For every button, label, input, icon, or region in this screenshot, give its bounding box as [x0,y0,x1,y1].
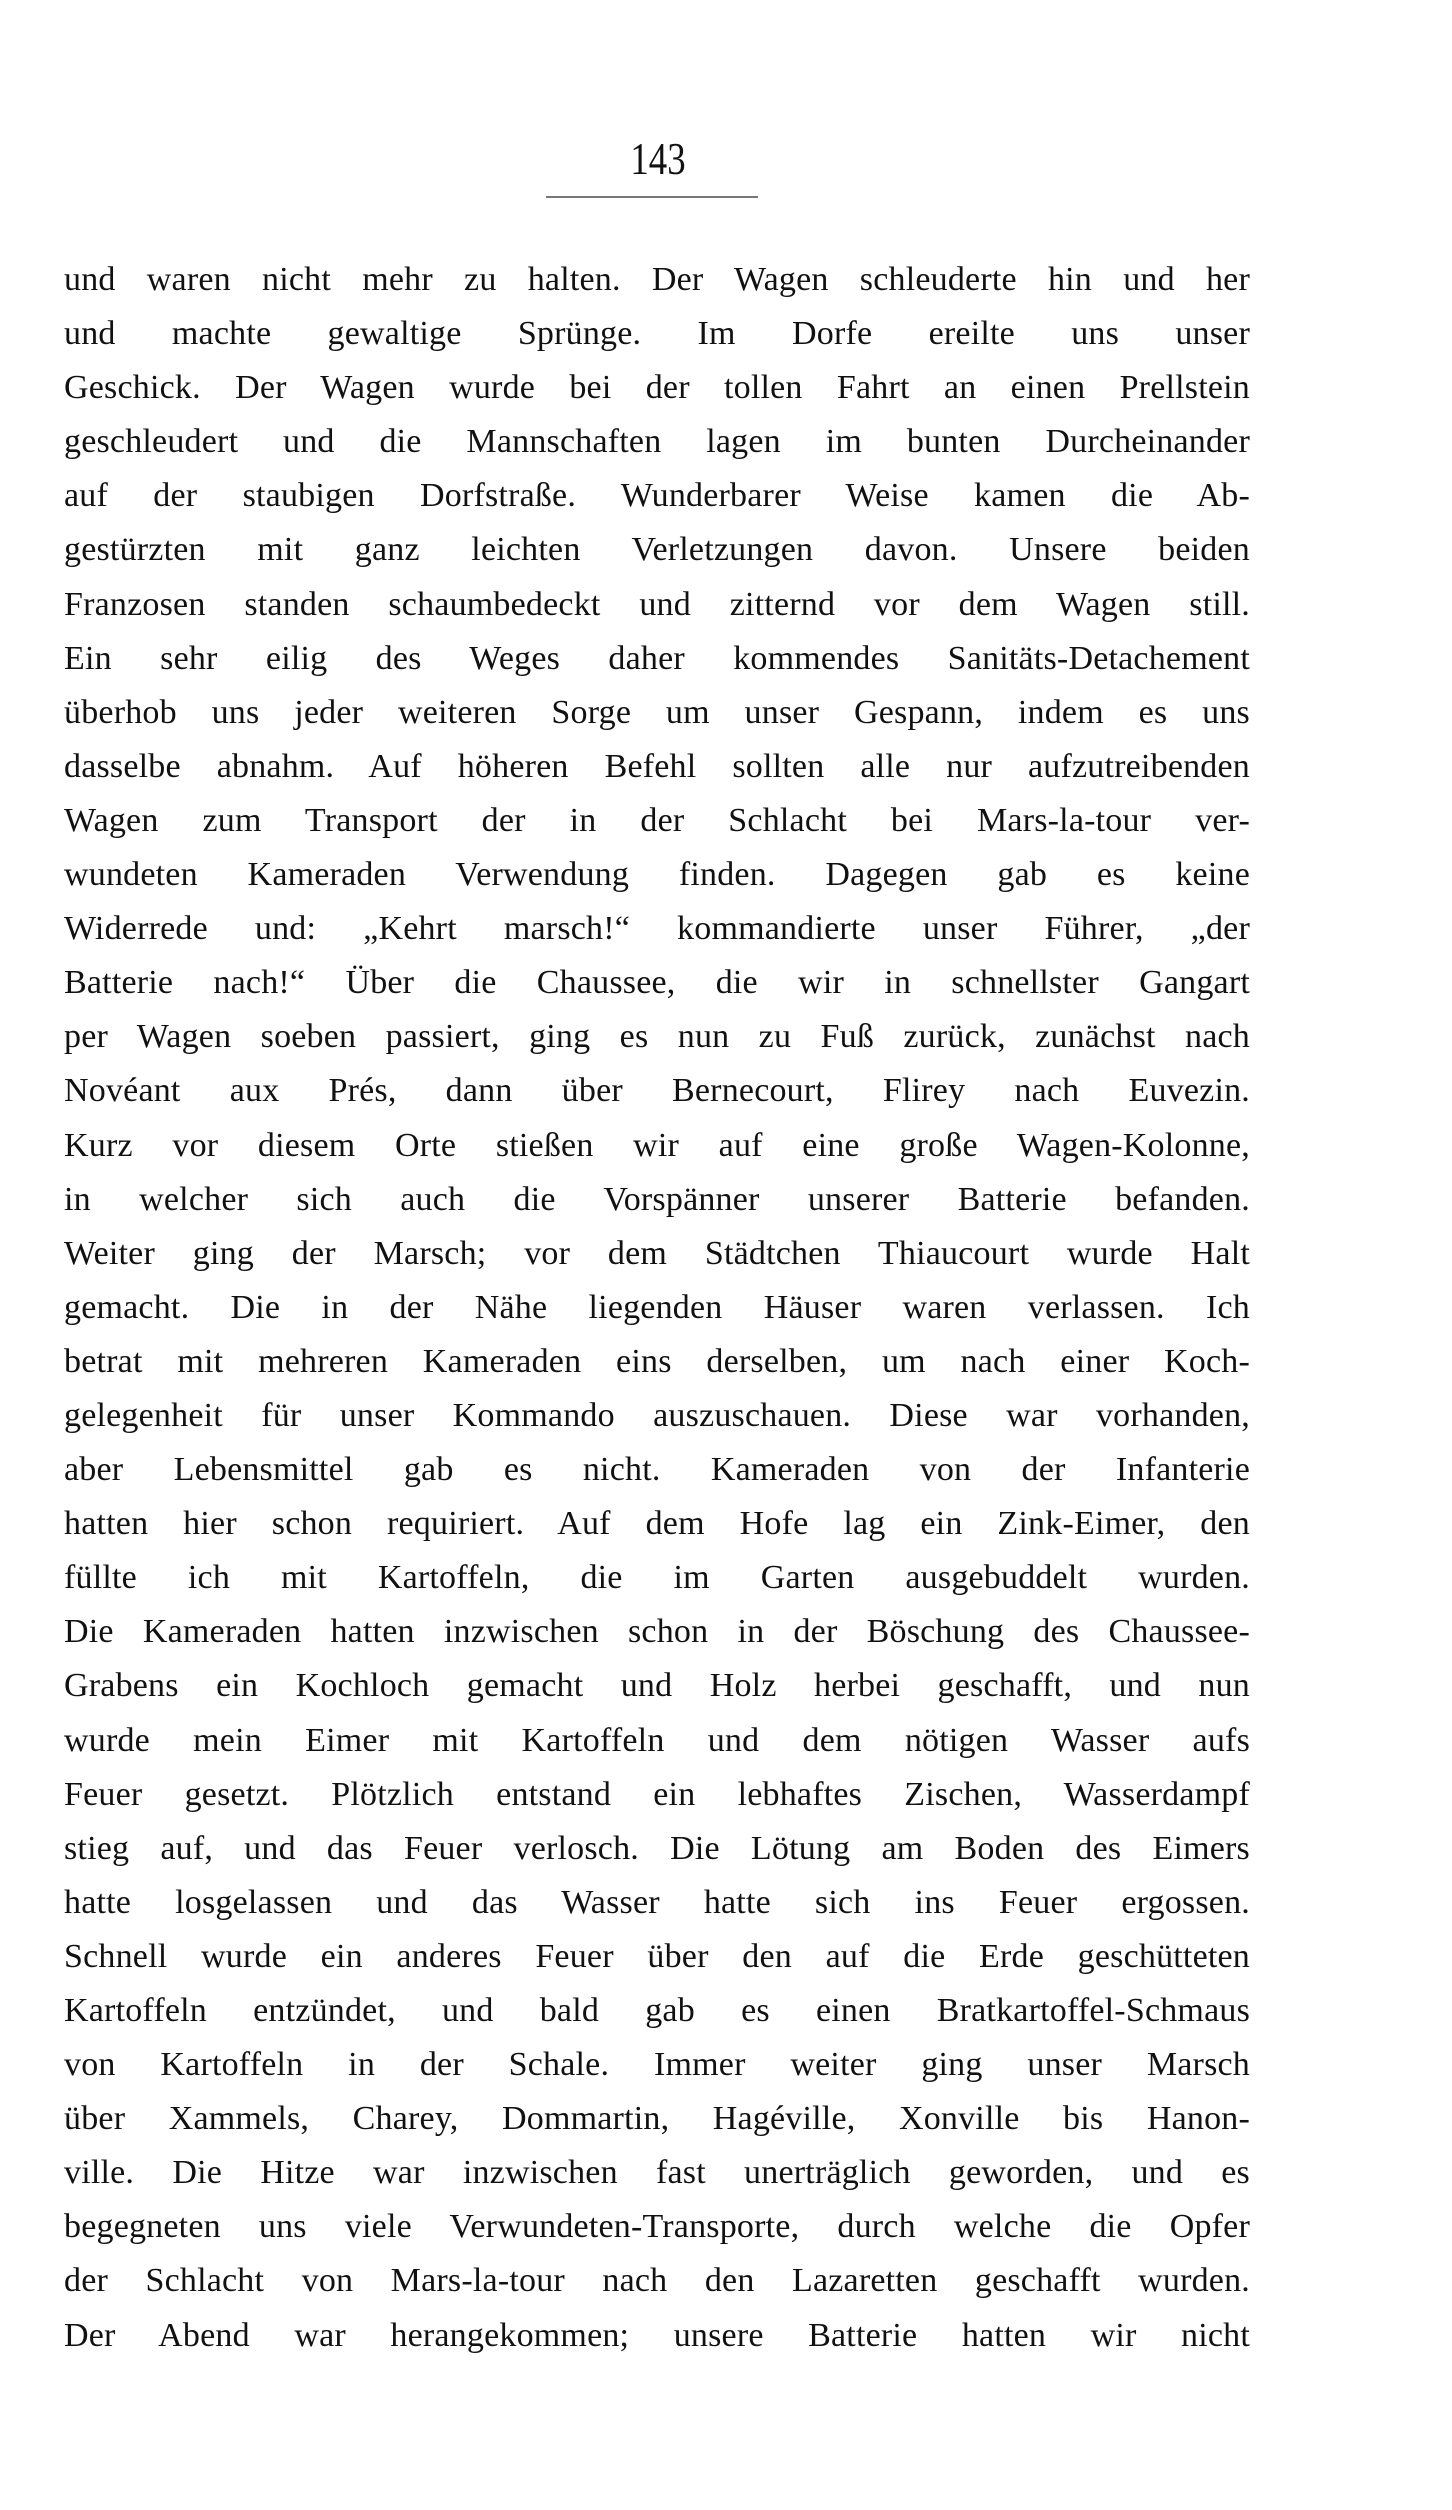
text-line: von Kartoffeln in der Schale. Immer weiter ging unser Marsch [64,2046,1250,2084]
page-number: 143 [630,133,686,184]
text-line: betrat mit mehreren Kameraden eins derselben, um nach einer Koch- [64,1342,1250,1380]
text-line: hatte losgelassen und das Wasser hatte sich ins Feuer ergossen. [64,1883,1250,1921]
text-line: auf der staubigen Dorfstraße. Wunderbarer Weise kamen die Ab- [64,477,1250,515]
text-line: Ein sehr eilig des Weges daher kommendes Sanitäts-Detachement [64,639,1250,677]
text-line: gestürzten mit ganz leichten Verletzungen davon. Unsere beiden [64,531,1250,569]
text-line: gelegenheit für unser Kommando auszuschauen. Diese war vorhanden, [64,1396,1250,1434]
text-line: und machte gewaltige Sprünge. Im Dorfe ereilte uns unser [64,315,1250,353]
text-line: Kurz vor diesem Orte stießen wir auf eine große Wagen-Kolonne, [64,1126,1250,1164]
text-line: Batterie nach!“ Über die Chaussee, die wir in schnellster Gangart [64,964,1250,1002]
text-line: Der Abend war herangekommen; unsere Batterie hatten wir nicht [64,2316,1250,2354]
text-line: aber Lebensmittel gab es nicht. Kameraden von der Infanterie [64,1451,1250,1489]
text-line: begegneten uns viele Verwundeten-Transporte, durch welche die Opfer [64,2208,1250,2246]
text-line: Feuer gesetzt. Plötzlich entstand ein lebhaftes Zischen, Wasserdampf [64,1775,1250,1813]
text-line: Franzosen standen schaumbedeckt und zitternd vor dem Wagen still. [64,585,1250,623]
text-line: Grabens ein Kochloch gemacht und Holz herbei geschafft, und nun [64,1667,1250,1705]
text-line: dasselbe abnahm. Auf höheren Befehl sollten alle nur aufzutreibenden [64,747,1250,785]
text-line: füllte ich mit Kartoffeln, die im Garten ausgebuddelt wurden. [64,1559,1250,1597]
text-line: in welcher sich auch die Vorspänner unserer Batterie befanden. [64,1180,1250,1218]
text-line: Geschick. Der Wagen wurde bei der tollen Fahrt an einen Prellstein [64,369,1250,407]
text-line: stieg auf, und das Feuer verlosch. Die Lötung am Boden des Eimers [64,1829,1250,1867]
text-line: Die Kameraden hatten inzwischen schon in der Böschung des Chaussee- [64,1613,1250,1651]
text-line: der Schlacht von Mars-la-tour nach den Lazaretten geschafft wurden. [64,2262,1250,2300]
text-line: über Xammels, Charey, Dommartin, Hagéville, Xonville bis Hanon- [64,2100,1250,2138]
text-line: geschleudert und die Mannschaften lagen im bunten Durcheinander [64,423,1250,461]
text-line: ville. Die Hitze war inzwischen fast unerträglich geworden, und es [64,2154,1250,2192]
text-line: Novéant aux Prés, dann über Bernecourt, Flirey nach Euvezin. [64,1072,1250,1110]
header-rule [546,196,758,198]
text-line: gemacht. Die in der Nähe liegenden Häuser waren verlassen. Ich [64,1288,1250,1326]
text-line: Kartoffeln entzündet, und bald gab es einen Bratkartoffel-Schmaus [64,1992,1250,2029]
text-line: überhob uns jeder weiteren Sorge um unser Gespann, indem es uns [64,693,1250,731]
text-line: Weiter ging der Marsch; vor dem Städtchen Thiaucourt wurde Halt [64,1234,1250,1272]
text-line: Widerrede und: „Kehrt marsch!“ kommandierte unser Führer, „der [64,910,1250,948]
text-line: per Wagen soeben passiert, ging es nun zu Fuß zurück, zunächst nach [64,1018,1250,1056]
text-line: wundeten Kameraden Verwendung finden. Dagegen gab es keine [64,856,1250,894]
text-line: hatten hier schon requiriert. Auf dem Hofe lag ein Zink-Eimer, den [64,1505,1250,1543]
text-line: Schnell wurde ein anderes Feuer über den auf die Erde geschütteten [64,1937,1250,1975]
text-line: Wagen zum Transport der in der Schlacht bei Mars-la-tour ver- [64,801,1250,839]
text-line: wurde mein Eimer mit Kartoffeln und dem nötigen Wasser aufs [64,1721,1250,1759]
body-text [64,253,1250,2363]
text-line: und waren nicht mehr zu halten. Der Wagen schleuderte hin und her [64,261,1250,298]
